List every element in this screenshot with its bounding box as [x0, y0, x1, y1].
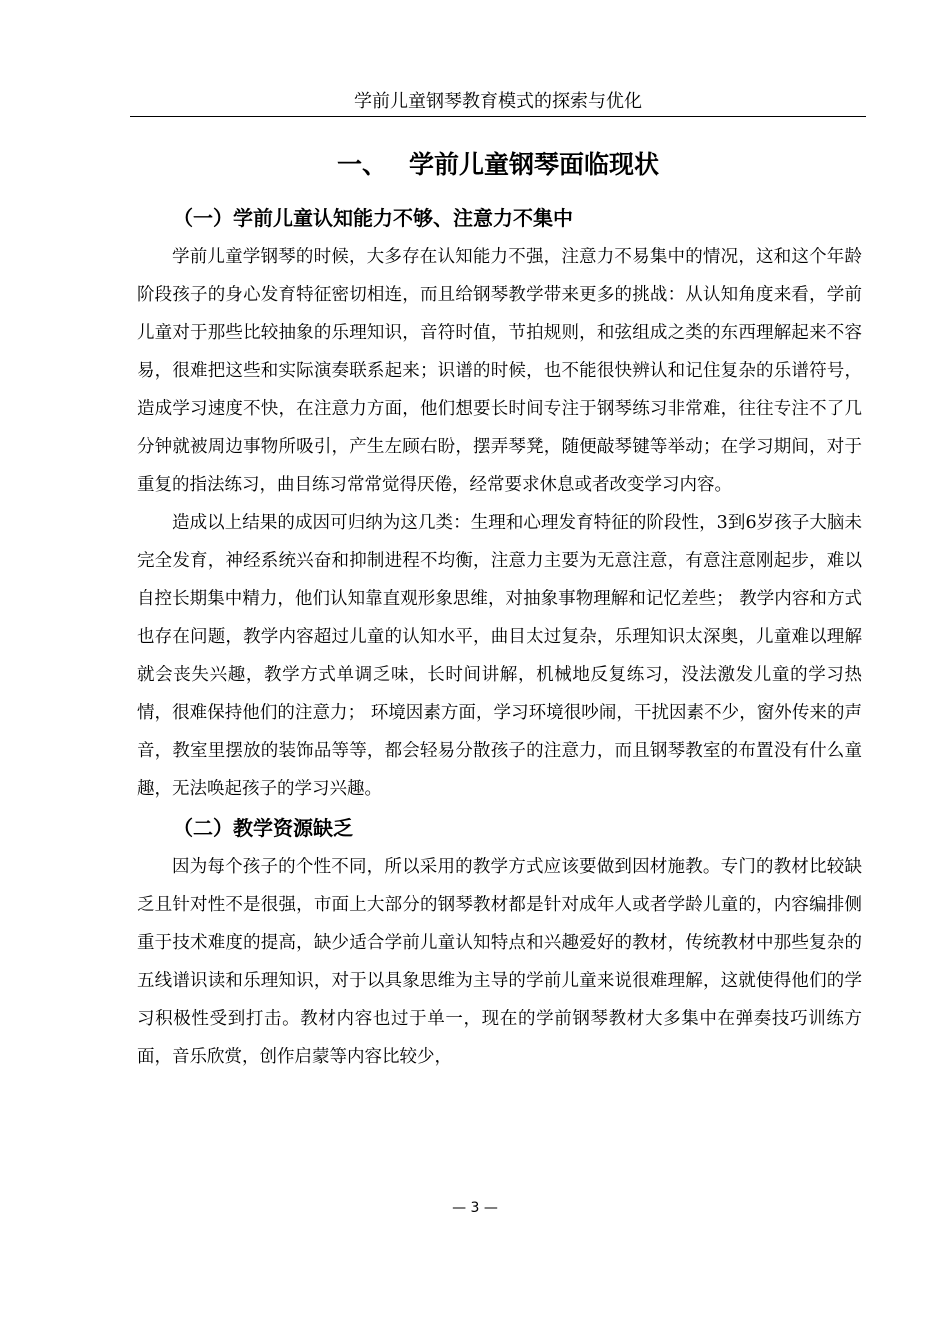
running-header: [130, 88, 866, 117]
chapter-number: 一、: [336, 150, 387, 179]
paragraph: 造成以上结果的成因可归纳为这几类：生理和心理发育特征的阶段性，3到6岁孩子大脑未完全发育，神经系统兴奋和抑制进程不均衡，注意力主要为无意注意，有意注意刚起步，难以自控长期集中精力，他们认知靠直观形象思维，对抽象事物理解和记忆差些； 教学内容和方式也存在问题，教学内容超过儿童的认知水平，曲目太过复杂，乐理知识太深奥，儿童难以理解就会丧失兴趣，教学方式单调乏味，长时间讲解，机械地反复练习，没法激发儿童的学习热情，很难保持他们的注意力； 环境因素方面，学习环境很吵闹，干扰因素不少，窗外传来的声音，教室里摆放的装饰品等等，都会轻易分散孩子的注意力，而且钢琴教室的布置没有什么童趣，无法唤起孩子的学习兴趣。: [137, 513, 862, 799]
running-header-title: 学前儿童钢琴教育模式的探索与优化: [354, 91, 642, 112]
chapter-title: [130, 148, 866, 182]
body-content: [137, 198, 862, 1076]
section-heading: （一）学前儿童认知能力不够、注意力不集中: [173, 206, 573, 230]
chapter-title-text: 学前儿童钢琴面临现状: [409, 150, 660, 179]
paragraph: 学前儿童学钢琴的时候，大多存在认知能力不强，注意力不易集中的情况，这和这个年龄阶段孩子的身心发育特征密切相连，而且给钢琴教学带来更多的挑战：从认知角度来看，学前儿童对于那些比较抽象的乐理知识，音符时值，节拍规则，和弦组成之类的东西理解起来不容易，很难把这些和实际演奏联系起来；识谱的时候，也不能很快辨认和记住复杂的乐谱符号，造成学习速度不快，在注意力方面，他们想要长时间专注于钢琴练习非常难，往往专注不了几分钟就被周边事物所吸引，产生左顾右盼，摆弄琴凳，随便敲琴键等举动；在学习期间，对于重复的指法练习，曲目练习常常觉得厌倦，经常要求休息或者改变学习内容。: [137, 247, 862, 495]
page-number: — 3 —: [452, 1200, 498, 1216]
paragraph: 因为每个孩子的个性不同，所以采用的教学方式应该要做到因材施教。专门的教材比较缺乏且针对性不是很强，市面上大部分的钢琴教材都是针对成年人或者学龄儿童的，内容编排侧重于技术难度的提高，缺少适合学前儿童认知特点和兴趣爱好的教材，传统教材中那些复杂的五线谱识读和乐理知识，对于以具象思维为主导的学前儿童来说很难理解，这就使得他们的学习积极性受到打击。教材内容也过于单一，现在的学前钢琴教材大多集中在弹奏技巧训练方面，音乐欣赏，创作启蒙等内容比较少，: [137, 857, 862, 1067]
section-heading: （二）教学资源缺乏: [173, 816, 353, 840]
